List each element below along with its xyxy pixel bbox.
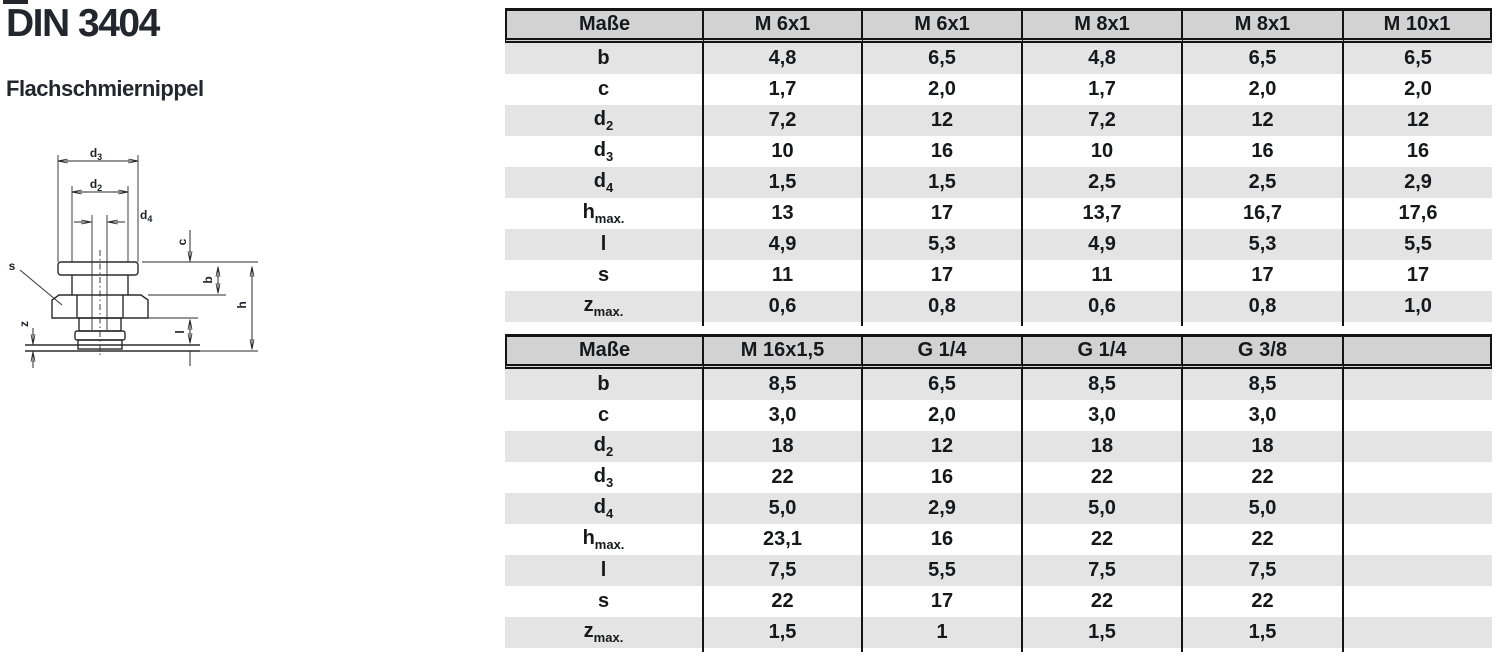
thread-column-header: M 16x1,5 (704, 334, 863, 369)
value-cell (1344, 400, 1492, 431)
value-cell: 18 (1023, 431, 1183, 462)
value-cell: 17 (1183, 260, 1344, 291)
table-row (505, 43, 1492, 74)
value-cell: 18 (704, 431, 863, 462)
value-cell: 7,5 (1183, 555, 1344, 586)
thread-column-header: M 10x1 (1344, 8, 1492, 43)
table-row (505, 493, 1492, 524)
value-cell: 22 (1023, 524, 1183, 555)
value-cell: 22 (704, 462, 863, 493)
value-cell: 22 (1183, 524, 1344, 555)
value-cell: 3,0 (1023, 400, 1183, 431)
border-stub-cell (1344, 322, 1492, 326)
table-row (505, 136, 1492, 167)
value-cell: 5,0 (1023, 493, 1183, 524)
value-cell: 23,1 (704, 524, 863, 555)
border-stub-cell (505, 322, 704, 326)
value-cell (1344, 617, 1492, 648)
value-cell: 0,8 (1183, 291, 1344, 322)
table-row (505, 74, 1492, 105)
value-cell: 2,0 (863, 400, 1023, 431)
value-cell: 2,9 (863, 493, 1023, 524)
value-cell: 12 (863, 105, 1023, 136)
border-stub-cell (704, 322, 863, 326)
value-cell: 3,0 (1183, 400, 1344, 431)
dimension-labels (9, 146, 249, 334)
dim-label-d2: $d_2$ (89, 177, 103, 193)
thread-column-header: G 1/4 (1023, 334, 1183, 369)
row-label: l (505, 229, 704, 260)
table-row (505, 400, 1492, 431)
border-stub-cell (704, 648, 863, 652)
value-cell: 22 (704, 586, 863, 617)
value-cell: 6,5 (863, 43, 1023, 74)
value-cell: 22 (1183, 462, 1344, 493)
table-row (505, 617, 1492, 648)
dim-label-b: b (201, 276, 215, 284)
value-cell (1344, 369, 1492, 400)
dim-label-z: z (17, 321, 31, 327)
table-row (505, 555, 1492, 586)
value-cell: 2,0 (863, 74, 1023, 105)
row-label: $d_2$ (505, 431, 704, 462)
value-cell: 12 (1183, 105, 1344, 136)
value-cell: 0,6 (1023, 291, 1183, 322)
dimensions-table-upper (505, 8, 1492, 326)
value-cell: 11 (704, 260, 863, 291)
part-outline (25, 262, 200, 351)
border-stub-cell (1023, 322, 1183, 326)
value-cell: 5,3 (863, 229, 1023, 260)
value-cell: 6,5 (1183, 43, 1344, 74)
dimension-tables (505, 8, 1492, 652)
value-cell: 1,5 (704, 617, 863, 648)
value-cell: 16,7 (1183, 198, 1344, 229)
border-stub-row (505, 648, 1492, 652)
value-cell: 8,5 (704, 369, 863, 400)
dimensions-table-lower (505, 334, 1492, 652)
value-cell (1344, 431, 1492, 462)
value-cell: 7,5 (1023, 555, 1183, 586)
value-cell: 16 (1406, 140, 1430, 162)
value-cell: 2,9 (1404, 171, 1432, 193)
dim-label-s: s (8, 259, 16, 273)
table-row (505, 586, 1492, 617)
thread-column-header: G 3/8 (1183, 334, 1344, 369)
value-cell: 2,0 (1183, 74, 1344, 105)
value-cell: 12 (1406, 109, 1430, 131)
row-label: c (505, 400, 704, 431)
value-cell: 16 (863, 524, 1023, 555)
table-row (505, 291, 1492, 322)
dim-label-c: c (175, 238, 189, 246)
value-cell: 13 (704, 198, 863, 229)
dimension-lines (20, 161, 252, 368)
thread-column-header (1344, 334, 1492, 369)
border-stub-cell (863, 648, 1023, 652)
border-stub-cell (1183, 648, 1344, 652)
table-row (505, 369, 1492, 400)
value-cell: 0,6 (704, 291, 863, 322)
dim-label-d4: $d_4$ (140, 208, 153, 224)
value-cell: 1,5 (1023, 617, 1183, 648)
table-row (505, 105, 1492, 136)
value-cell: 4,9 (704, 229, 863, 260)
value-cell (1344, 462, 1492, 493)
table-row (505, 462, 1492, 493)
row-label: b (505, 369, 704, 400)
dim-label-h: h (235, 301, 249, 309)
row-label: $h_{max.}$ (505, 198, 704, 229)
row-label: $d_3$ (505, 136, 704, 167)
value-cell: 5,5 (1404, 233, 1432, 255)
value-cell: 17 (863, 586, 1023, 617)
value-cell: 17,6 (1398, 202, 1438, 224)
value-cell: 4,9 (1023, 229, 1183, 260)
value-cell: 10 (1023, 136, 1183, 167)
page-title: DIN 3404 (6, 2, 159, 45)
border-stub-cell (1183, 322, 1344, 326)
value-cell: 5,0 (704, 493, 863, 524)
value-cell: 11 (1023, 260, 1183, 291)
header-row (505, 8, 1492, 43)
dim-label-d3: $d_3$ (89, 146, 103, 162)
thread-column-header: G 1/4 (863, 334, 1023, 369)
value-cell: 16 (1183, 136, 1344, 167)
value-cell: 1,5 (704, 167, 863, 198)
row-label: $d_4$ (505, 167, 704, 198)
technical-drawing (0, 142, 290, 392)
table-row (505, 524, 1492, 555)
row-label: $d_3$ (505, 462, 704, 493)
value-cell: 16 (863, 462, 1023, 493)
row-label: $z_{max.}$ (505, 291, 704, 322)
value-cell: 17 (863, 260, 1023, 291)
value-cell: 7,2 (704, 105, 863, 136)
value-cell: 1,7 (1023, 74, 1183, 105)
table-row (505, 260, 1492, 291)
value-cell: 8,5 (1023, 369, 1183, 400)
value-cell: 17 (1406, 264, 1430, 286)
value-cell: 4,8 (1023, 43, 1183, 74)
value-cell: 7,5 (704, 555, 863, 586)
value-cell: 13,7 (1023, 198, 1183, 229)
value-cell: 2,0 (1404, 78, 1432, 100)
value-cell: 1,5 (863, 167, 1023, 198)
row-label: s (505, 260, 704, 291)
value-cell: 6,5 (1404, 47, 1432, 69)
thread-column-header: M 8x1 (1023, 8, 1183, 43)
thread-column-header: M 6x1 (863, 8, 1023, 43)
dim-label-l: l (173, 330, 187, 334)
value-cell (1344, 524, 1492, 555)
value-cell: 22 (1023, 462, 1183, 493)
value-cell: 5,0 (1183, 493, 1344, 524)
border-stub-cell (863, 322, 1023, 326)
value-cell: 3,0 (704, 400, 863, 431)
center-lines (92, 215, 107, 358)
header-row (505, 334, 1492, 369)
row-label: $h_{max.}$ (505, 524, 704, 555)
table-row (505, 229, 1492, 260)
value-cell (1344, 493, 1492, 524)
border-stub-cell (1023, 648, 1183, 652)
row-label: b (505, 43, 704, 74)
row-label: s (505, 586, 704, 617)
row-label: $z_{max.}$ (505, 617, 704, 648)
value-cell: 1,0 (1404, 295, 1432, 317)
value-cell: 8,5 (1183, 369, 1344, 400)
value-cell: 2,5 (1023, 167, 1183, 198)
extension-lines (58, 155, 258, 351)
value-cell (1344, 555, 1492, 586)
value-cell: 22 (1183, 586, 1344, 617)
table-row (505, 431, 1492, 462)
border-stub-cell (1344, 648, 1492, 652)
value-cell: 1,5 (1183, 617, 1344, 648)
value-cell (1344, 586, 1492, 617)
value-cell: 0,8 (863, 291, 1023, 322)
value-cell: 5,5 (863, 555, 1023, 586)
thread-column-header: M 8x1 (1183, 8, 1344, 43)
row-label: $d_2$ (505, 105, 704, 136)
row-label: $d_4$ (505, 493, 704, 524)
table-row (505, 167, 1492, 198)
value-cell: 5,3 (1183, 229, 1344, 260)
value-cell: 17 (863, 198, 1023, 229)
value-cell: 16 (863, 136, 1023, 167)
value-cell: 1 (863, 617, 1023, 648)
value-cell: 22 (1023, 586, 1183, 617)
value-cell: 12 (863, 431, 1023, 462)
measure-column-header: Maße (505, 8, 704, 43)
page-subtitle: Flachschmiernippel (6, 76, 204, 101)
value-cell: 18 (1183, 431, 1344, 462)
border-stub-row (505, 322, 1492, 326)
row-label: l (505, 555, 704, 586)
row-label: c (505, 74, 704, 105)
value-cell: 2,5 (1183, 167, 1344, 198)
table-row (505, 198, 1492, 229)
measure-column-header: Maße (505, 334, 704, 369)
border-stub-cell (505, 648, 704, 652)
value-cell: 1,7 (704, 74, 863, 105)
value-cell: 10 (704, 136, 863, 167)
value-cell: 7,2 (1023, 105, 1183, 136)
value-cell: 6,5 (863, 369, 1023, 400)
thread-column-header: M 6x1 (704, 8, 863, 43)
value-cell: 4,8 (704, 43, 863, 74)
